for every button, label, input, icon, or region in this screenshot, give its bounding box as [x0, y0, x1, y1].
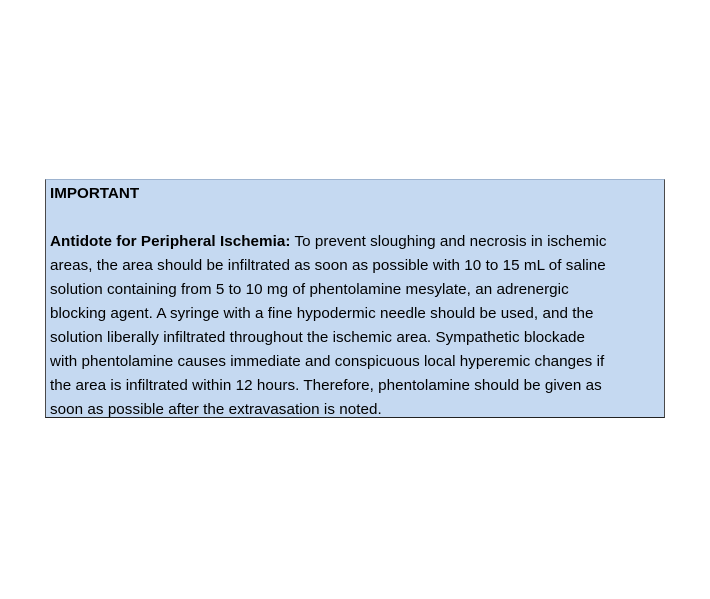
notice-line-1	[50, 230, 660, 254]
notice-spacer	[50, 206, 660, 230]
important-notice-box	[45, 179, 665, 418]
notice-line-4: blocking agent. A syringe with a fine hypodermic needle should be used, and the	[50, 305, 594, 322]
notice-line-8: soon as possible after the extravasation is noted.	[50, 401, 382, 418]
notice-line-2: areas, the area should be infiltrated as soon as possible with 10 to 15 mL of saline	[50, 257, 606, 274]
notice-line-1-text: To prevent sloughing and necrosis in ischemic	[290, 233, 607, 250]
notice-lead: Antidote for Peripheral Ischemia:	[50, 233, 291, 250]
notice-body	[50, 230, 660, 422]
notice-heading: IMPORTANT	[50, 185, 140, 202]
notice-line-6: with phentolamine causes immediate and conspicuous local hyperemic changes if	[50, 353, 605, 370]
notice-line-7: the area is infiltrated within 12 hours. Therefore, phentolamine should be given as	[50, 377, 602, 394]
notice-line-3: solution containing from 5 to 10 mg of phentolamine mesylate, an adrenergic	[50, 281, 569, 298]
notice-line-5: solution liberally infiltrated throughout the ischemic area. Sympathetic blockade	[50, 329, 586, 346]
